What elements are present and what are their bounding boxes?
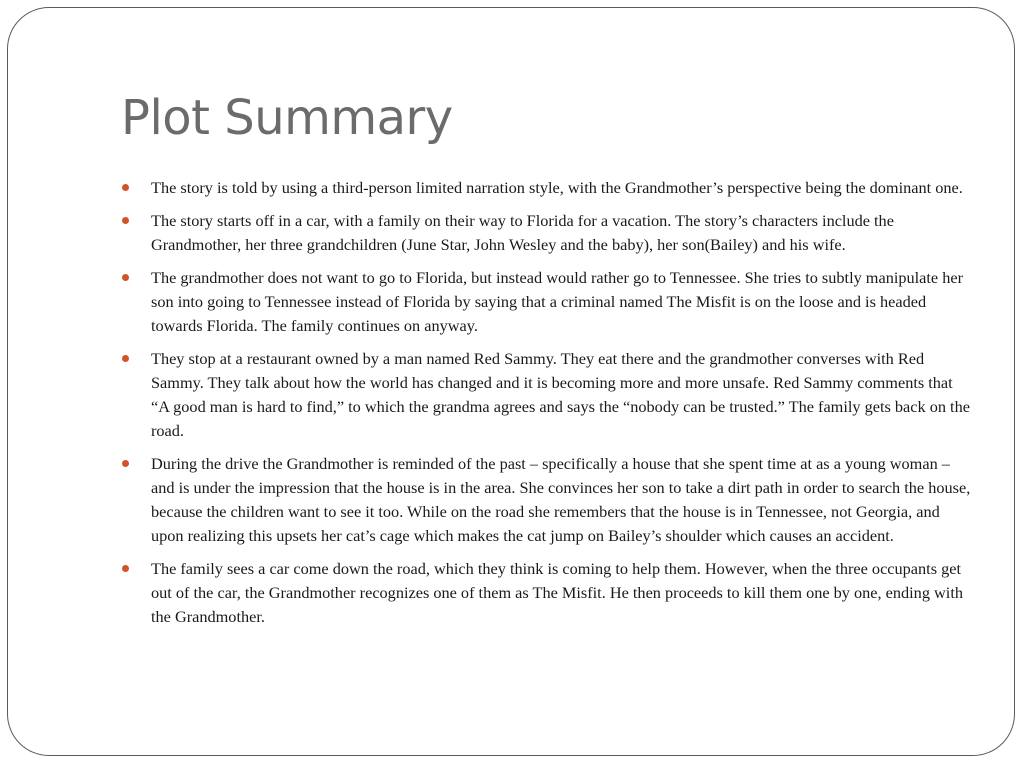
slide-title: Plot Summary <box>121 90 453 146</box>
bullet-text: The story is told by using a third-person limited narration style, with the Grandmother’s perspective being the dominant one. <box>151 178 963 197</box>
bullet-text: During the drive the Grandmother is reminded of the past – specifically a house that she spent time at as a young woman – and is under the impression that the house is in the area. She convinces her son to take a dirt path in order to search the house, because the children want to see it too. While on the road she remembers that the house is in Tennessee, not Georgia, and upon realizing this upsets her cat’s cage which makes the cat jump on Bailey’s shoulder which causes an accident. <box>151 454 971 545</box>
bullet-dot-icon <box>122 274 129 281</box>
slide-frame <box>7 7 1015 756</box>
bullet-item <box>121 176 973 200</box>
bullet-item <box>121 557 973 629</box>
bullet-dot-icon <box>122 460 129 467</box>
bullet-dot-icon <box>122 217 129 224</box>
bullet-text: The story starts off in a car, with a family on their way to Florida for a vacation. The story’s characters include the Grandmother, her three grandchildren (June Star, John Wesley and the baby), her son(Bailey) and his wife. <box>151 211 894 254</box>
bullet-item <box>121 209 973 257</box>
bullet-text: The family sees a car come down the road, which they think is coming to help them. However, when the three occupants get out of the car, the Grandmother recognizes one of them as The Misfit. He then proceeds to kill them one by one, ending with the Grandmother. <box>151 559 963 626</box>
bullet-item <box>121 347 973 443</box>
bullet-list <box>121 176 973 638</box>
bullet-item <box>121 266 973 338</box>
bullet-dot-icon <box>122 184 129 191</box>
bullet-text: The grandmother does not want to go to Florida, but instead would rather go to Tennessee. She tries to subtly manipulate her son into going to Tennessee instead of Florida by saying that a criminal named The Misfit is on the loose and is headed towards Florida. The family continues on anyway. <box>151 268 964 335</box>
bullet-dot-icon <box>122 565 129 572</box>
bullet-text: They stop at a restaurant owned by a man named Red Sammy. They eat there and the grandmother converses with Red Sammy. They talk about how the world has changed and it is becoming more and more unsafe. Red Sammy comments that “A good man is hard to find,” to which the grandma agrees and says the “nobody can be trusted.” The family gets back on the road. <box>151 349 970 440</box>
bullet-dot-icon <box>122 355 129 362</box>
bullet-item <box>121 452 973 548</box>
